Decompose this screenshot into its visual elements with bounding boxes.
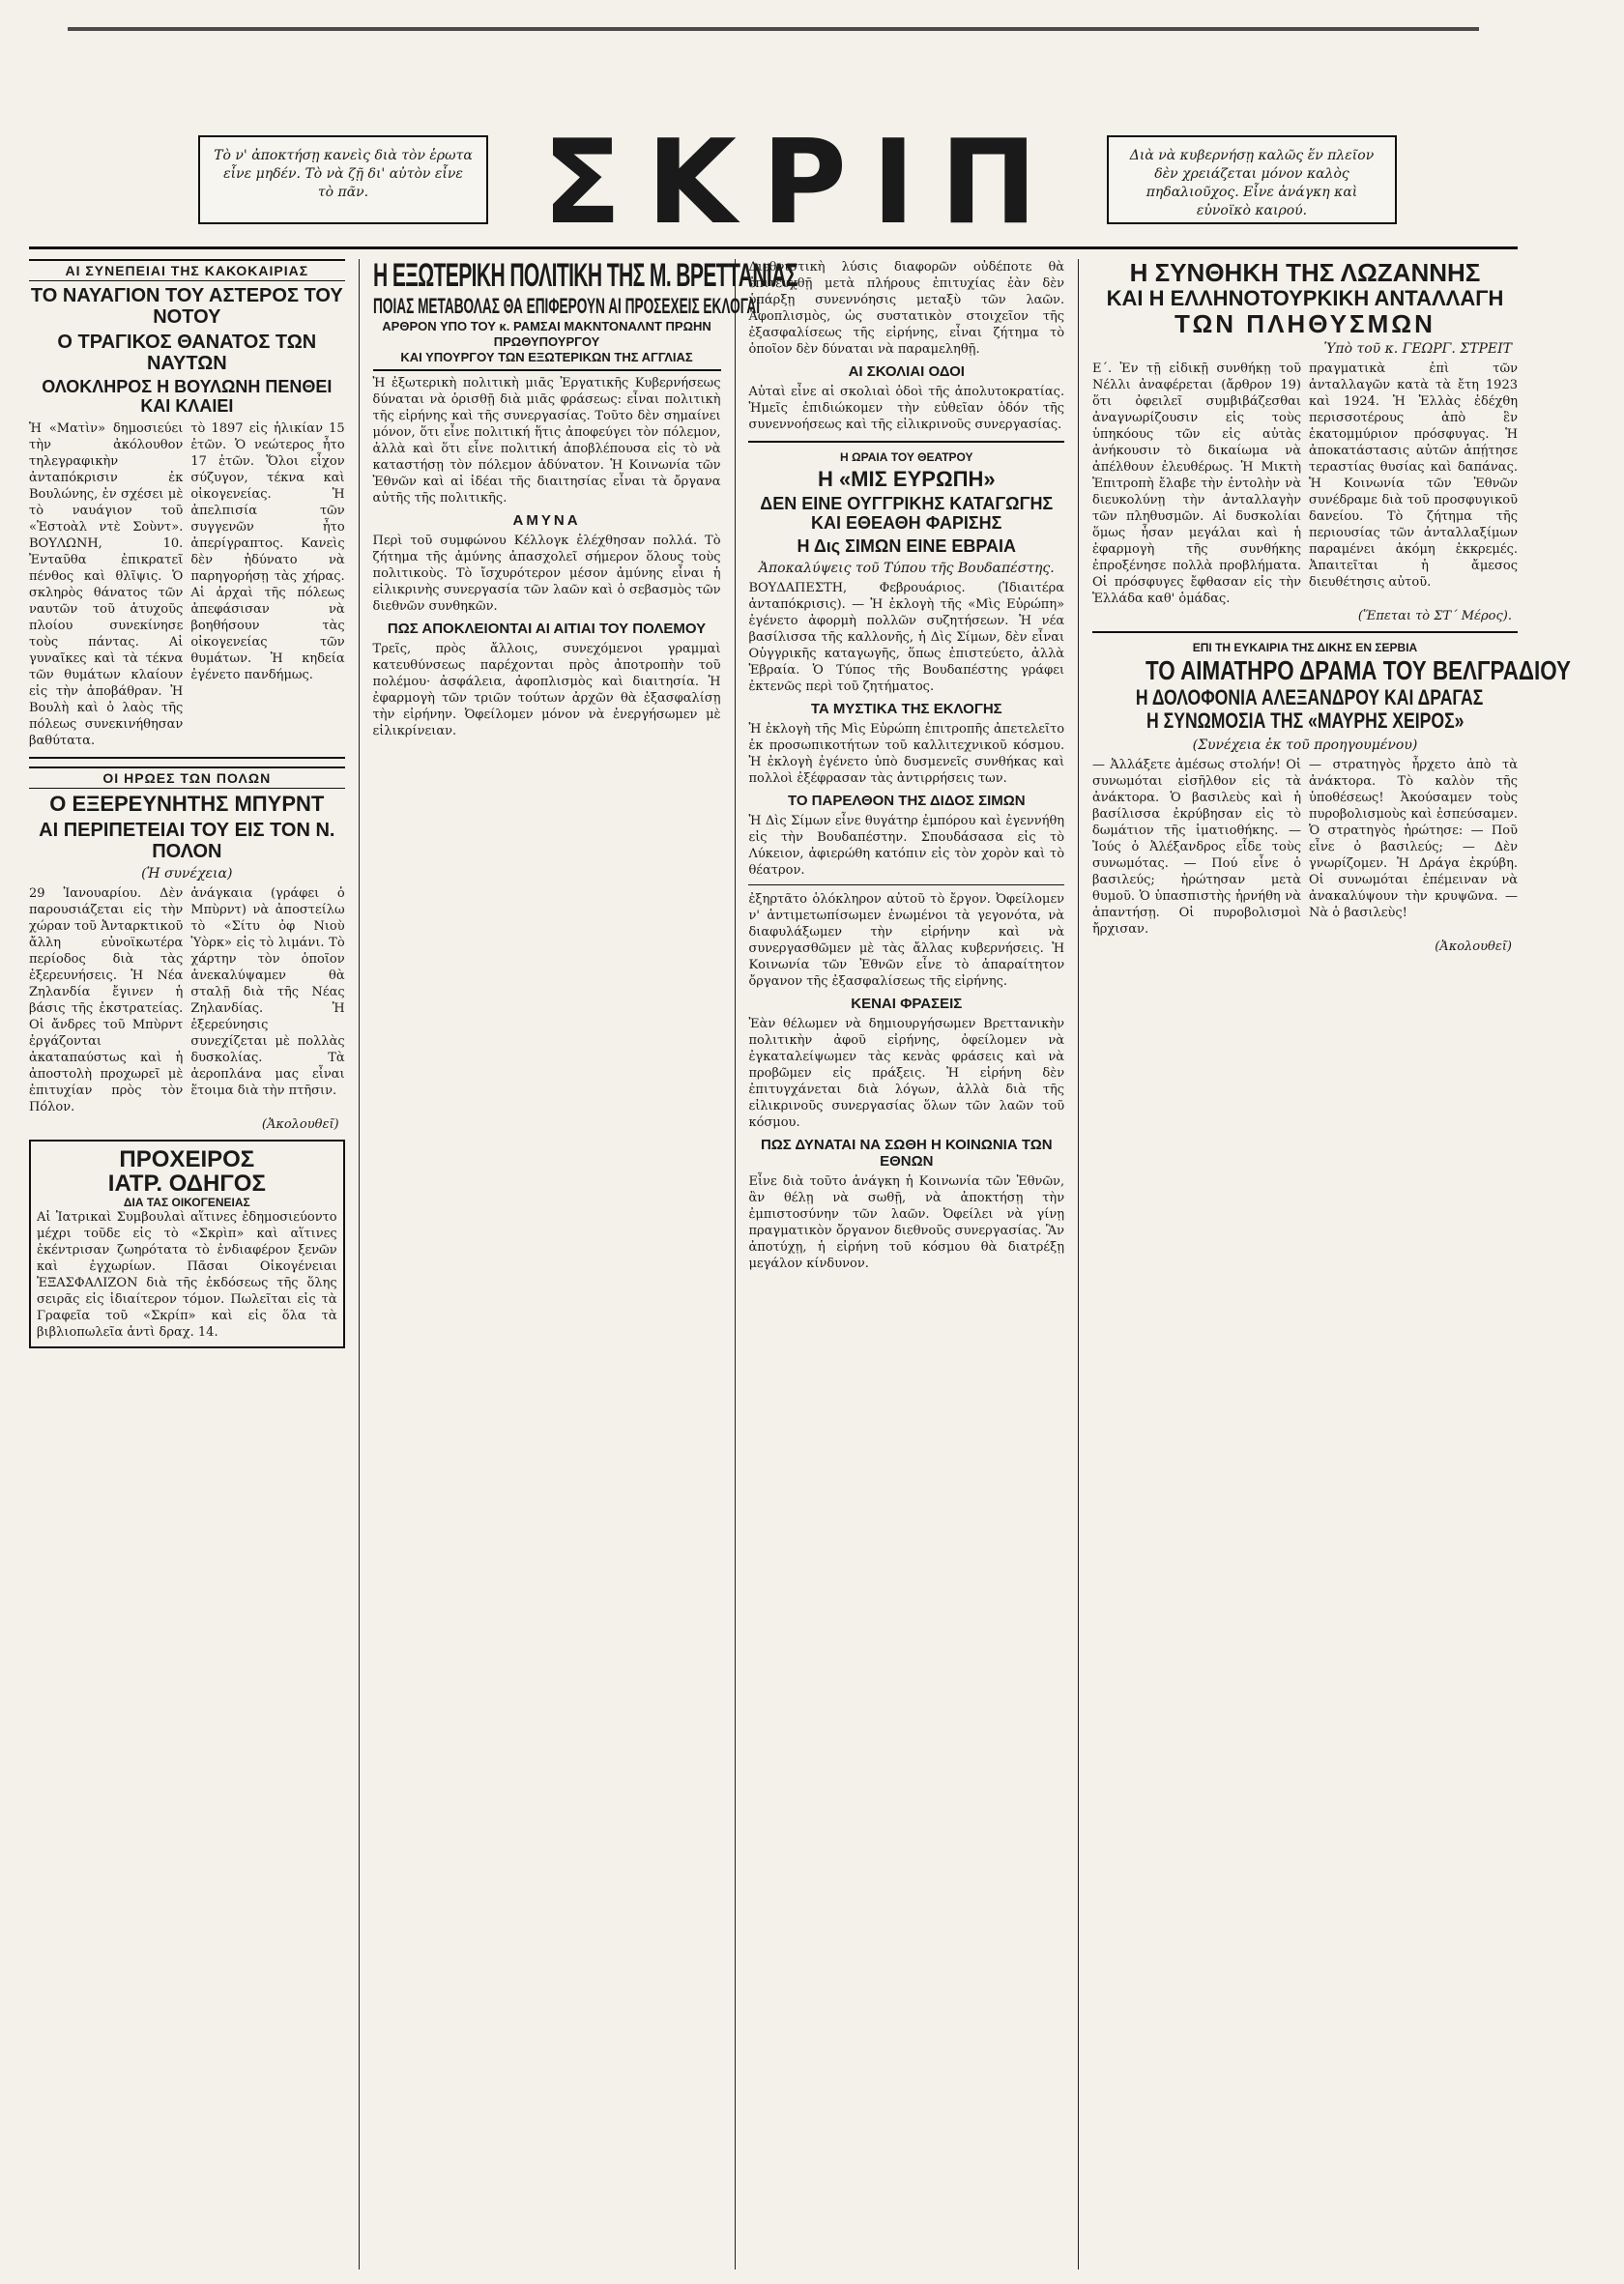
article-body: ἐξηρτᾶτο ὁλόκληρον αὐτοῦ τὸ ἔργον. Ὀφείλομεν ν' ἀντιμετωπίσωμεν ἐνωμένοι τὰ γεγονότα, νὰ διαφυλάξωμεν τὴν εἰρήνην καὶ νὰ συνεργασθῶμεν μὲ τὰς ἄλλας κυβερνήσεις. Ἡ Κοινωνία τῶν Ἐθνῶν εἶνε τὸ ἀπαραίτητον ὄργανον τῆς ἐξασφαλίσεως τῆς εἰρήνης.	[748, 891, 1065, 989]
main-headline-block	[372, 257, 798, 371]
article-body: — στρατηγὸς ἦρχετο ἀπὸ τὰ ἀνάκτορα. Τὸ καλὸν τῆς ὑποθέσεως! Ἀκούσαμεν τοὺς πυροβολισμοὺς καὶ ἐσπεύσαμεν. Ὁ στρατηγὸς ἠρώτησε: — Ποῦ εἶνε ὁ βασιλεύς; — Δὲν γνωρίζομεν. Ἡ Δράγα ἐκρύβη. Οἱ συνωμόται ἐπέμειναν νὰ ἀνακαλύψουν τὴν κρυψῶνα. — Νὰ ὁ βασιλεὺς!	[1309, 757, 1518, 920]
top-rule	[68, 27, 1479, 31]
article-signature: (Ἀκολουθεῖ)	[1435, 939, 1512, 954]
article-kicker: ΟΙ ΗΡΩΕΣ ΤΩΝ ΠΟΛΩΝ	[29, 766, 345, 789]
section-title: ΑΙ ΣΚΟΛΙΑΙ ΟΔΟΙ	[848, 363, 965, 380]
article-headline: ΑΙ ΠΕΡΙΠΕΤΕΙΑΙ ΤΟΥ ΕΙΣ ΤΟΝ Ν. ΠΟΛΟΝ	[39, 819, 335, 862]
section-title: ΤΑ ΜΥΣΤΙΚΑ ΤΗΣ ΕΚΛΟΓΗΣ	[810, 700, 1002, 717]
advertisement-box	[29, 1140, 345, 1348]
article-headline: Ο ΤΡΑΓΙΚΟΣ ΘΑΝΑΤΟΣ ΤΩΝ ΝΑΥΤΩΝ	[57, 332, 317, 374]
article-continuation: (Ἕπεται τὸ ΣΤ΄ Μέρος).	[1357, 609, 1512, 624]
ad-body: Αἱ Ἰατρικαὶ Συμβουλαὶ αἵτινες ἐδημοσιεύοντο μέχρι τοῦδε εἰς τὸ «Σκρὶπ» καὶ αἵτινες ἐκέντρισαν ζωηρότατα τὸ ἐνδιαφέρον ξενῶν καὶ ἐγχωρίων. Πᾶσαι Οἰκογένειαι ἘΞΑΣΦΑΛΙΖΟΝ διὰ τῆς ἐκδόσεως τῆς ὅλης σειρᾶς εἰς ἰδιαίτερον τόμον. Πωλεῖται εἰς τὰ Γραφεῖα τοῦ «Σκρίπ» καὶ εἰς ὅλα τὰ βιβλιοπωλεῖα ἀντὶ δραχ. 14.	[37, 1210, 337, 1341]
article-body: Ἡ ἐξωτερικὴ πολιτικὴ μιᾶς Ἐργατικῆς Κυβερνήσεως δύναται νὰ ὁρισθῇ διὰ μιᾶς φράσεως: εἶναι πολιτικὴ τῆς εἰρήνης καὶ τῆς συνεργασίας. Τοῦτο δὲν σημαίνει μόνον, ὅτι εἶνε πολιτική ἥτις ἀποφεύγει τὸν πόλεμον, ἀλλὰ καὶ ὅτι εἶνε πολιτική ἀποβλέπουσα εἰς τὸ νὰ καταστήσῃ τὸν πόλεμον ἀδύνατον. Ἡ Κοινωνία τῶν Ἐθνῶν καὶ αἱ ἰδέαι τῆς διαιτησίας εἶναι τὰ ὄργανα αὐτῆς τῆς πολιτικῆς.	[372, 376, 721, 506]
section-title: ΚΕΝΑΙ ΦΡΑΣΕΙΣ	[851, 995, 963, 1012]
article-kicker: ΑΙ ΣΥΝΕΠΕΙΑΙ ΤΗΣ ΚΑΚΟΚΑΙΡΙΑΣ	[29, 259, 345, 281]
article-headline: Ο ΕΞΕΡΕΥΝΗΤΗΣ ΜΠΥΡΝΤ	[49, 791, 325, 816]
article-body: πραγματικὰ ἐπὶ τῶν ἀνταλλαγῶν κατὰ τὰ ἔτη 1923 καὶ 1924. Ἡ Ἑλλὰς ἐδέχθη περισσοτέρους ἀπὸ ἓν ἑκατομμύριον πρόσφυγας. Ἡ ἀποκατάστασις αὐτῶν ἀπῄτησε τεραστίας θυσίας καὶ δαπάνας. Ἡ Κοινωνία τῶν Ἐθνῶν συνέδραμε διὰ τοῦ προσφυγικοῦ δανείου. Τὸ ζήτημα τῆς περιουσίας τῶν ἀνταλλαξίμων παραμένει ἀκόμη ἐκκρεμές. Ἀπαιτεῖται ἡ ἄμεσος διευθέτησις αὐτοῦ.	[1309, 361, 1518, 591]
article-headline: ΟΛΟΚΛΗΡΟΣ Η ΒΟΥΛΩΝΗ ΠΕΝΘΕΙ ΚΑΙ ΚΛΑΙΕΙ	[42, 377, 333, 416]
article-headline: ΔΕΝ ΕΙΝΕ ΟΥΓΓΡΙΚΗΣ ΚΑΤΑΓΩΓΗΣ ΚΑΙ ΕΘΕΑΘΗ ΦΑΡΙΣΗΣ	[760, 494, 1054, 533]
article-body: 29 Ἰανουαρίου. Δὲν παρουσιάζεται εἰς τὴν χώραν τοῦ Ἀνταρκτικοῦ ἄλλη εὐνοϊκωτέρα περίοδος διὰ τὰς ἐξερευνήσεις. Ἡ Νέα Ζηλανδία ἔγινεν ἡ βάσις τῆς ἐκστρατείας. Οἱ ἄνδρες τοῦ Μπὺρντ ἐργάζονται ἀκαταπαύστως καὶ ἡ ἀποστολὴ προχωρεῖ μὲ ἐπιτυχίαν πρὸς τὸν Πόλον.	[29, 885, 184, 1114]
divider	[29, 757, 345, 759]
section-title: ΠΩΣ ΔΥΝΑΤΑΙ ΝΑ ΣΩΘΗ Η ΚΟΙΝΩΝΙΑ ΤΩΝ ΕΘΝΩΝ	[760, 1136, 1053, 1170]
column-rule	[1078, 259, 1079, 2270]
column-rule	[359, 259, 360, 2270]
ad-subtitle: ΔΙΑ ΤΑΣ ΟΙΚΟΓΕΝΕΙΑΣ	[123, 1196, 250, 1210]
article-byline: ΚΑΙ ΥΠΟΥΡΓΟΥ ΤΩΝ ΕΞΩΤΕΡΙΚΩΝ ΤΗΣ ΑΓΓΛΙΑΣ	[400, 350, 693, 365]
article-headline: ΤΟ ΝΑΥΑΓΙΟΝ ΤΟΥ ΑΣΤΕΡΟΣ ΤΟΥ ΝΟΤΟΥ	[30, 285, 343, 328]
article-body: Εἶνε διὰ τοῦτο ἀνάγκη ἡ Κοινωνία τῶν Ἐθνῶν, ἂν θέλῃ νὰ σωθῇ, νὰ ἀποκτήσῃ τὴν ἐμπιστοσύνην τῶν λαῶν. Ὀφείλει νὰ γίνῃ πραγματικὸν ὄργανον διεθνοῦς συνεργασίας. Ἂν ἀποτύχῃ, ἡ εἰρήνη τοῦ κόσμου θὰ διατρέξῃ μεγάλον κίνδυνον.	[748, 1173, 1065, 1271]
article-body: Περὶ τοῦ συμφώνου Κέλλογκ ἐλέχθησαν πολλά. Τὸ ζήτημα τῆς ἀμύνης ἀπασχολεῖ σήμερον ὅλους τοὺς πολιτικοὺς. Τὸ ἴσχυρότερον μέσον ἀμύνης εἶναι ἡ εἰλικρινὴς συνεργασία τῶν λαῶν καὶ ὁ σεβασμὸς τῶν διεθνῶν συνθηκῶν.	[372, 534, 721, 615]
main-headline: Η ΕΞΩΤΕΡΙΚΗ ΠΟΛΙΤΙΚΗ ΤΗΣ Μ. ΒΡΕΤΤΑΝΙΑΣ	[372, 257, 798, 294]
article-kicker: ΕΠΙ ΤΗ ΕΥΚΑΙΡΙΑ ΤΗΣ ΔΙΚΗΣ ΕΝ ΣΕΡΒΙΑ	[1192, 641, 1418, 655]
headline-text: Η ΔΟΛΟΦΟΝΙΑ ΑΛΕΞΑΝΔΡΟΥ ΚΑΙ ΔΡΑΓΑΣ	[1135, 685, 1484, 710]
article-byline: Ὑπὸ τοῦ κ. ΓΕΩΡΓ. ΣΤΡΕΙΤ	[1323, 341, 1512, 358]
article-body: ΒΟΥΔΑΠΕΣΤΗ, Φεβρουάριος. (Ἰδιαιτέρα ἀνταπόκρισις). — Ἡ ἐκλογὴ τῆς «Μὶς Εὐρώπη» ἐγένετο ἀφορμὴ πολλῶν συζητήσεων. Ἡ νέα βασίλισσα τῆς καλλονῆς, ἡ Δὶς Σίμων, δὲν εἶναι Οὑγγρικῆς καταγωγῆς, ὅπως ἐπιστεύετο, ἀλλὰ Ἑβραία. Ὁ Τύπος τῆς Βουδαπέστης γράφει ἐκτενῶς περὶ τοῦ ζητήματος.	[748, 580, 1065, 694]
article-body: Αὐταὶ εἶνε αἱ σκολιαὶ ὁδοὶ τῆς ἀπολυτοκρατίας. Ἡμεῖς ἐπιδιώκομεν τὴν εὐθεῖαν ὁδόν τῆς συνεννοήσεως καὶ τῆς εἰλικρινοῦς συνεργασίας.	[748, 385, 1065, 432]
article-headline	[1092, 686, 1518, 709]
article-body: Ἡ ἐκλογὴ τῆς Μὶς Εὐρώπη ἐπιτροπῆς ἀπετελεῖτο ἐκ προσωπικοτήτων τοῦ καλλιτεχνικοῦ κόσμου. Ἡ ἐκλογὴ ἐγένετο ὑπὸ δυσμενεῖς συνθήκας καὶ πολλοὶ ἐξέφρασαν τὰς ἀντιρρήσεις των.	[748, 721, 1065, 786]
article-body: Τρεῖς, πρὸς ἄλλοις, συνεχόμενοι γραμμαὶ κατευθύνσεως παρέχονται πρὸς ἀποτροπὴν τοῦ πολέμου· ἀσφάλεια, ἀφοπλισμὸς καὶ διαιτησία. Ἡ ἐφαρμογὴ τῶν τριῶν τούτων ἀρχῶν θὰ ἐξασφαλίσῃ τὴν εἰρήνην. Ὀφείλομεν μόνον νὰ ἐνεργήσωμεν μὲ εἰλικρίνειαν.	[372, 642, 721, 739]
column-2	[372, 257, 798, 2270]
column-3	[748, 259, 1064, 2270]
column-rule	[735, 259, 736, 2270]
article-body: Ἐὰν θέλωμεν νὰ δημιουργήσωμεν Βρεττανικὴν πολιτικὴν ἀφοῦ εἰρήνης, ὀφείλομεν νὰ ἐγκαταλείψωμεν τὰς κενὰς φράσεις καὶ νὰ προβῶμεν εἰς πράξεις. Ἡ εἰρήνη δὲν ἐπιτυγχάνεται διὰ λόγων, ἀλλὰ διὰ τῆς εἰλικρινοῦς συνεργασίας ὅλων τῶν λαῶν τοῦ κόσμου.	[748, 1016, 1065, 1130]
article-body: Διεθνιστικὴ λύσις διαφορῶν οὐδέποτε θὰ ἐπιτευχθῇ μετὰ πλήρους ἐπιτυχίας ἐὰν δὲν ὑπάρξῃ συνεννόησις μεταξὺ τῶν λαῶν. Ἀφοπλισμὸς, ὡς συστατικὸν στοιχεῖον τῆς ἐξασφαλίσεως τῆς εἰρήνης, εἶναι ζήτημα τὸ ὁποῖον δὲν δύναται νὰ παραμεληθῇ.	[748, 260, 1065, 357]
newspaper-logo: ΣΚΡΙΠ	[542, 116, 1062, 250]
column-1	[29, 259, 345, 2270]
article-body: τὸ 1897 εἰς ἡλικίαν 15 ἐτῶν. Ὁ νεώτερος ἦτο 17 ἐτῶν. Ὅλοι εἶχον σύζυγον, τέκνα καὶ οἰκογενείας. Ἡ ἀπελπισία τῶν συγγενῶν ἦτο ἀπερίγραπτος. Κανεὶς δὲν ἠδύνατο νὰ παρηγορήσῃ τὰς χήρας. Αἱ ἀρχαὶ τῆς πόλεως ἀπεφάσισαν νὰ βοηθήσουν τὰς οἰκογενείας τῶν θυμάτων. Ἡ κηδεία ἐγένετο πανδήμως.	[190, 420, 345, 682]
article-headline: Η Δις ΣΙΜΩΝ ΕΙΝΕ ΕΒΡΑΙΑ	[797, 535, 1017, 556]
section-title: ΠΩΣ ΑΠΟΚΛΕΙΟΝΤΑΙ ΑΙ ΑΙΤΙΑΙ ΤΟΥ ΠΟΛΕΜΟΥ	[387, 621, 707, 638]
ad-title: ΙΑΤΡ. ΟΔΗΓΟΣ	[107, 1170, 266, 1197]
article-body: Ἡ Δὶς Σίμων εἶνε θυγάτηρ ἐμπόρου καὶ ἐγεννήθη εἰς τὴν Βουδαπέστην. Σπουδάσασα εἰς τὸ Λύκειον, ἀφιερώθη κατόπιν εἰς τὸν χορὸν καὶ τὸ θέατρον.	[748, 813, 1065, 878]
main-subheadline: ΠΟΙΑΣ ΜΕΤΑΒΟΛΑΣ ΘΑ ΕΠΙΦΕΡΟΥΝ ΑΙ ΠΡΟΣΕΧΕΙΣ ΕΚΛΟΓΑΙ	[372, 293, 760, 318]
left-ear: Τὸ ν' ἀποκτήσῃ κανεὶς διὰ τὸν ἑρωτα εἶνε μηδέν. Τὸ νὰ ζῇ δι' αὐτὸν εἶνε τὸ πᾶν.	[198, 135, 488, 224]
article-shipwreck	[29, 259, 345, 749]
article-note: Ἀποκαλύψεις τοῦ Τύπου τῆς Βουδαπέστης.	[758, 560, 1055, 576]
article-headline: Η «ΜΙΣ ΕΥΡΩΠΗ»	[817, 467, 996, 491]
article-body: ἀνάγκαια (γράφει ὁ Μπὺρντ) νὰ ἀποστείλω τὸ «Σίτυ ὀφ Νιοὺ Ὑὸρκ» εἰς τὸ λιμάνι. Τὸ χάρτην τὸν ὁποῖον ἀνεκαλύψαμεν θὰ σταλῇ διὰ τῆς Νέας Ζηλανδίας. Ἡ ἐξερεύνησις συνεχίζεται μὲ πολλὰς δυσκολίας. Τὰ ἀεροπλάνα μας εἶναι ἕτοιμα διὰ τὴν πτῆσιν.	[190, 885, 345, 1098]
divider	[748, 884, 1064, 885]
divider	[748, 441, 1064, 443]
article-headline	[1092, 709, 1518, 733]
article-byline: ΑΡΘΡΟΝ ΥΠΟ ΤΟΥ κ. ΡΑΜΣΑΙ ΜΑΚΝΤΟΝΑΛΝΤ ΠΡΩΗΝ ΠΡΩΘΥΠΟΥΡΓΟΥ	[382, 318, 711, 349]
article-note: (Ἡ συνέχεια)	[141, 865, 233, 882]
section-title: ΑΜΥΝΑ	[512, 512, 581, 530]
headline-text: ΤΟ ΑΙΜΑΤΗΡΟ ΔΡΑΜΑ ΤΟΥ ΒΕΛΓΡΑΔΙΟΥ	[1145, 655, 1571, 686]
section-title: ΤΟ ΠΑΡΕΛΘΟΝ ΤΗΣ ΔΙΔΟΣ ΣΙΜΩΝ	[787, 792, 1026, 809]
article-note: (Συνέχεια ἐκ τοῦ προηγουμένου)	[1192, 737, 1418, 753]
masthead	[29, 19, 1518, 249]
ad-title: ΠΡΟΧΕΙΡΟΣ	[119, 1145, 255, 1172]
article-body: Ε΄. Ἐν τῇ εἰδικῇ συνθήκῃ τοῦ Νέλλι ἀναφέρεται (ἄρθρον 19) ὅτι ὀφειλεῖ συμβιβάζεσθαι ἀναγνωρίζουσιν εἰς τοὺς ὑπηκόους τῶν εἰς αὐτὰς ἀνήκουσιν τὸ δικαίωμα νὰ ἀπέλθουν ἐλευθέρως. Ἡ Μικτὴ Ἐπιτροπὴ ἔλαβε τὴν ἐντολὴν νὰ διευκολύνῃ τὴν ἀνταλλαγὴν τῶν πληθυσμῶν. Αἱ δυσκολίαι ὅμως ἦσαν μεγάλαι καὶ ἡ ἐφαρμογὴ τῆς συνθήκης ἐπροξένησε πολλὰ προβλήματα. Οἱ πρόσφυγες ἔφθασαν εἰς τὴν Ἑλλάδα καθ' ὁμάδας.	[1092, 361, 1301, 607]
article-headline: ΚΑΙ Η ΕΛΛΗΝΟΤΟΥΡΚΙΚΗ ΑΝΤΑΛΛΑΓΗ	[1106, 285, 1504, 310]
divider	[1092, 631, 1518, 633]
article-headline: ΤΩΝ ΠΛΗΘΥΣΜΩΝ	[1174, 308, 1436, 338]
right-ear: Διὰ νὰ κυβερνήσῃ καλῶς ἕν πλεῖον δὲν χρειάζεται μόνον καλὸς πηδαλιοῦχος. Εἶνε ἀνάγκη καὶ εὐνοϊκὸ καιρού.	[1107, 135, 1397, 224]
article-headline: Η ΣΥΝΘΗΚΗ ΤΗΣ ΛΩΖΑΝΝΗΣ	[1129, 258, 1481, 287]
columns	[29, 257, 1571, 2270]
article-kicker: Η ΩΡΑΙΑ ΤΟΥ ΘΕΑΤΡΟΥ	[840, 450, 973, 464]
article-signature: (Ἀκολουθεῖ)	[261, 1116, 339, 1132]
headline-text: Η ΣΥΝΩΜΟΣΙΑ ΤΗΣ «ΜΑΥΡΗΣ ΧΕΙΡΟΣ»	[1146, 708, 1464, 734]
article-body: Ἡ «Ματὶν» δημοσιεύει τὴν ἀκόλουθον τηλεγραφικὴν ἀνταπόκρισιν ἐκ Βουλώνης, ἐν σχέσει μὲ τὸ ναυάγιον τοῦ «Ἐστοὰλ ντὲ Σοὺντ». ΒΟΥΛΩΝΗ, 10. Ἐνταῦθα ἐπικρατεῖ πένθος καὶ θλῖψις. Ὁ σκληρὸς θάνατος τῶν ναυτῶν τοῦ ἀτυχοῦς πλοίου συνεκίνησε τοὺς πάντας. Αἱ γυναῖκες καὶ τὰ τέκνα τῶν θυμάτων κλαίουν εἰς τὴν ἀποβάθραν. Ἡ Βουλὴ καὶ ὁ λαὸς τῆς πόλεως συνεκινήθησαν βαθύτατα.	[29, 420, 184, 748]
article-body: — Ἀλλάξετε ἀμέσως στολήν! Οἱ συνωμόται εἰσῆλθον εἰς τὰ ἀνάκτορα. Ὁ βασιλεὺς καὶ ἡ βασίλισσα ἐκρύβησαν εἰς τὸ δωμάτιον τῆς ἱματιοθήκης. — Ἰούς ὁ Ἀλέξανδρος εἶδε τοὺς συνωμότας. — Πού εἶνε ὁ βασιλεύς; ἠρώτησαν μετὰ θυμοῦ. Ὁ ὑπασπιστὴς ἠρνήθη νὰ ἀπαντήσῃ. Οἱ πυροβολισμοὶ ἤρχισαν.	[1092, 757, 1301, 937]
column-4	[1092, 258, 1571, 2270]
article-headline	[1092, 655, 1571, 686]
article-byrd	[29, 766, 345, 1132]
